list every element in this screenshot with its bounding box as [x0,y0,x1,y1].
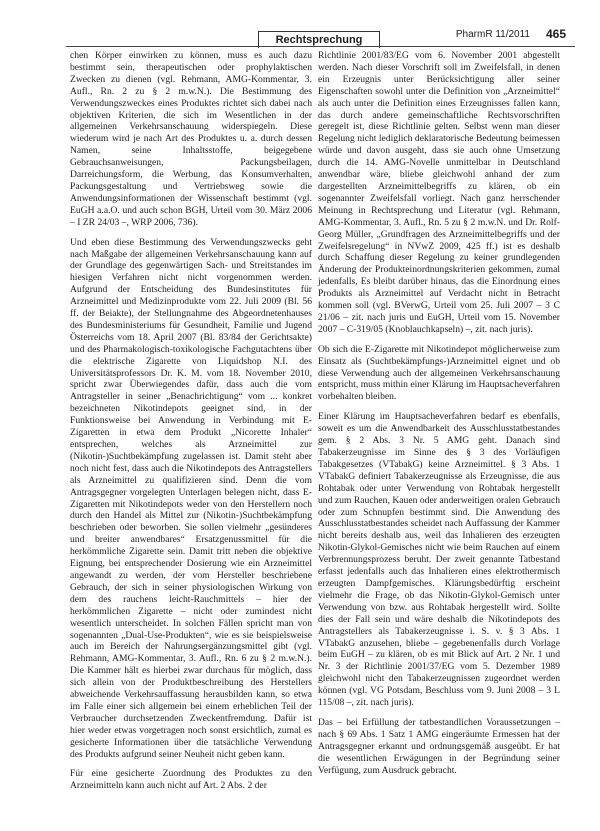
paragraph: Das – bei Erfüllung der tatbestandlichen Voraussetzungen – nach § 69 Abs. 1 Satz 1 AMG eingeräumte Ermessen hat der Antragsgegner erkannt und ordnungsgemäß ausgeübt. Er hat die wesentlichen Erwägungen in der Begründung seiner Verfügung, zum Ausdruck gebracht. [318,716,560,776]
paragraph: Richtlinie 2001/83/EG vom 6. November 2001 abgestellt werden. Nach dieser Vorschrift soll im Zweifelsfall, in denen ein Erzeugnis unter Berücksichtigung aller seiner Eigenschaften sowohl unter die Definition von „Arzneimittel“ als auch unter die Definition eines Erzeugnisses fallen kann, das durch andere gemeinschaftliche Rechtsvorschriften geregelt ist, diese Richtlinie gelten. Selbst wenn man dieser Regelung nicht lediglich deklaratorische Bedeutung beimessen würde und davon ausgeht, dass sie auch ohne Umsetzung durch die 14. AMG-Novelle unmittelbar in Deutschland anwendbar wäre, bliebe gleichwohl anhand der zum dargestellten Arzneimittelbegriffs zu klären, ob ein sogenannter Zweifelsfall vorliegt. Nach ganz herrschender Meinung in Rechtsprechung und Literatur (vgl. Rehmann, AMG-Kommentar, 3. Aufl., Rn. 5 zu § 2 m.w.N. und Dr. Rolf-Georg Müller, „Grundfragen des Arzneimittelbegriffs und der Zweifelsregelung“ in NVwZ 2009, 425 ff.) ist es deshalb durch Schaffung dieser Regelung zu keiner grundlegenden Änderung der Produkteinordnungskriterien gekommen, zumal jedenfalls, Es bleibt darüber hinaus, das die Einordnung eines Produkts als Arzneimittel auf Verdacht nicht in Betracht kommen soll (vgl. BVerwG, Urteil vom 25. Juli 2007 – 3 C 21/06 – zit. nach juris und EuGH, Urteil vom 15. November 2007 – C-319/05 (Knoblauchkapseln) –, zit. nach juris). [318,50,560,335]
header-rule [66,46,575,47]
page-header [0,0,600,46]
paragraph: Einer Klärung im Hauptsacheverfahren bedarf es ebenfalls, soweit es um die Anwendbarkeit des Ausschlusstatbestandes gem. § 2 Abs. 3 Nr. 5 AMG geht. Danach sind Tabakerzeugnisse im Sinne des § 3 des Vorläufigen Tabakgesetzes (VTabakG) keine Arzneimittel. § 3 Abs. 1 VTabakG definiert Tabakerzeugnisse als Erzeugnisse, die aus Rohtabak oder unter Verwendung von Rohtabak hergestellt und zum Rauchen, Kauen oder anderweitigen oralen Gebrauch oder zum Schnupfen bestimmt sind. Die Anwendung des Ausschlusstatbestandes scheidet nach Auffassung der Kammer nicht bereits deshalb aus, weil das Inhalieren des erzeugten Nikotin-Glykol-Gemisches nicht wie beim Rauchen auf einem Verbrennungsprozess beruht. Der zweit genannte Tatbestand erfasst jedenfalls auch das Inhalieren eines elektrothermisch erzeugten Dampfgemisches. Klärungsbedürftig erscheint vielmehr die Frage, ob das Nikotin-Glykol-Gemisch unter Verwendung von bzw. aus Rohtabak hergestellt wird. Sollte dies der Fall sein und wäre deshalb die Nikotindepots des Antragstellers als Tabakerzeugnisse i. S. v. § 3 Abs. 1 VTabakG anzusehen, bliebe – gegebenenfalls durch Vorlage beim EuGH – zu klären, ob es mit Blick auf Art. 2 Nr. 1 und Nr. 3 der Richtlinie 2001/37/EG vom 5. Dezember 1989 gleichwohl nicht den Tabakerzeugnissen zugeordnet werden können (vgl. VG Potsdam, Beschluss vom 9. Juni 2008 – 3 L 115/08 –, zit. nach juris). [318,411,560,709]
page-number: 465 [545,27,566,41]
paragraph: Und eben diese Bestimmung des Verwendungszwecks geht nach Maßgabe der allgemeinen Verkehrsanschauung kann auf der Grundlage des gegenwärtigen Sach- und Streitstandes im hiesigen Verfahren nicht nicht vorgenommen werden. Aufgrund der Entscheidung des Bundesinstitutes für Arzneimittel und Medizinprodukte vom 22. Juli 2009 (Bl. 56 ff. der Beiakte), der Stellungnahme des Abgeordnetenhauses des Bundesministeriums für Gesundheit, Familie und Jugend Österreichs vom 18. April 2007 (Bl. 83/84 der Gerichtsakte) und des Pharmakologisch-toxikologische Fachgutachtens über die elektrische Zigarette von Liquidshop N.I. des Universitätsprofessors Dr. K. M. vom 18. November 2010, spricht zwar Überwiegendes dafür, dass auch die vom Antragsteller in seiner „Benachrichtigung“ vom ... konkret bezeichneten Nikotindepots geeignet sind, in der Funktionsweise bei Anwendung in Verbindung mit E-Zigaretten in etwa dem Produkt „Nicorette Inhaler“ entsprechen, welches als Arzneimittel zur (Nikotin-)Suchtbekämpfung zugelassen ist. Damit steht aber noch nicht fest, dass auch die Nikotindepots des Antragstellers als Arzneimittel zu qualifizieren sind. Denn die vom Antragsgegner vorgelegten Unterlagen belegen nicht, dass E-Zigaretten mit Nikotindepots weder von den Herstellern noch durch den Handel als Mittel zur (Nikotin-)Suchtbekämpfung beschrieben oder beworben. Sie sollen vielmehr „gesünderes und breiter anwendbares“ Ersatzgenussmittel für die herkömmliche Zigarette sein. Damit tritt neben die objektive Eignung, bei entsprechender Dosierung wie ein Arzneimittel angewandt zu werden, der vom Hersteller beschriebene Gebrauch, der sich in seiner physiologischen Wirkung von dem des rauchens leicht-Rauchmittels – hier der herkömmlichen Zigarette – nicht oder zumindest nicht wesentlich unterscheidet. In solchen Fällen spricht man von sogenannten „Dual-Use-Produkten“, wie es sie beispielsweise auch im Bereich der Nahrungsergänzungsmittel gibt (vgl. Rehmann, AMG-Kommentar, 3. Aufl., Rn. 6 zu § 2 m.w.N.). Die Kammer hält es hierbei zwar durchaus für möglich, dass sich allein von der Produktbeschreibung des Herstellers abweichende Verkehrsauffassung herausbilden kann, so etwa im Falle einer sich allgemein bei einem erheblichen Teil der Verbraucher durchsetzenden Zweckentfremdung. Dafür ist hier weder etwas vorgetragen noch sonst ersichtlich, zumal es gesicherte Informationen über die tatsächliche Verwendung des Produkts aufgrund seiner Neuheit nicht geben kann. [70,236,312,760]
journal-name: PharmR 11/2011 [455,29,530,40]
paragraph: Für eine gesicherte Zuordnung des Produktes zu den Arzneimitteln kann auch nicht auf Art. 2 Abs. 2 der [70,768,312,792]
paragraph: Ob sich die E-Zigarette mit Nikotindepot möglicherweise zum Einsatz als (Suchtbekämpfungs-)Arzneimittel eignet und ob diese Verwendung auch der allgemeinen Verkehrsanschauung entspricht, muss mithin einer Klärung im Hauptsacheverfahren vorbehalten bleiben. [318,343,560,403]
paragraph: chen Körper einwirken zu können, muss es auch dazu bestimmt sein, therapeutischen oder prophylaktischen Zwecken zu dienen (vgl. Rehmann, AMG-Kommentar, 3. Aufl., Rn. 2 zu § 2 m.w.N.). Die Bestimmung des Verwendungszweckes eines Produktes richtet sich dabei nach objektiven Kriterien, die sich im Wesentlichen in der allgemeinen Verkehrsanschauung widerspiegeln. Diese wiederum wird je nach Art des Produktes u. a. durch dessen Namen, seine Inhaltsstoffe, beigegebene Gebrauchsanweisungen, Packungsbeilagen, Darreichungsform, die Werbung, das Konsumverhalten, Packungsgestaltung und Vertriebsweg sowie die Anwendungsinformationen der Wissenschaft bestimmt (vgl. EuGH a.a.O. und auch schon BGH, Urteil vom 30. März 2006 – I ZR 24/03 –, WRP 2006, 736). [70,50,312,228]
right-column [318,50,560,784]
section-tab: Rechtsprechung [258,31,380,48]
left-column [70,50,312,800]
